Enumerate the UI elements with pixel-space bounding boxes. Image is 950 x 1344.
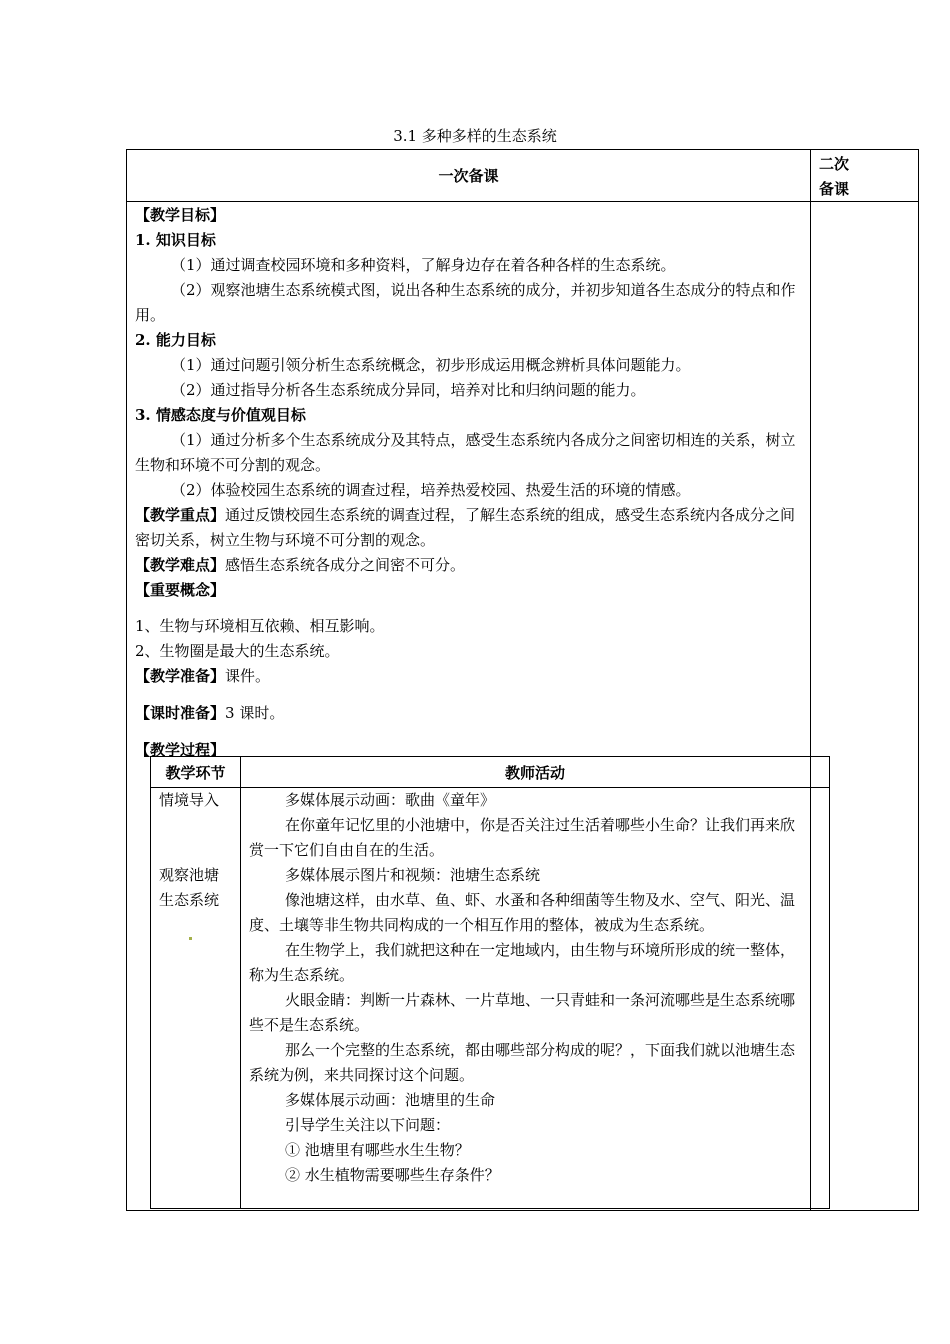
knowledge-heading: 1. 知识目标 (135, 231, 216, 249)
ability-heading: 2. 能力目标 (135, 331, 216, 349)
preparation (135, 664, 805, 689)
key-point-label: 【教学重点】 (135, 506, 226, 524)
stage-observe-line1: 观察池塘 (159, 866, 220, 884)
activity-paragraph: 引导学生关注以下问题： (285, 1116, 451, 1134)
process-table (150, 756, 830, 1209)
concept-item-2: 2、生物圈是最大的生态系统。 (135, 642, 340, 660)
activity-paragraph: 在生物学上，我们就把这种在一定地域内，由生物与环境所形成的统一整体，称为生态系统。 (249, 941, 796, 984)
activity-paragraph: ② 水生植物需要哪些生存条件？ (285, 1166, 500, 1184)
stage-column (159, 788, 235, 950)
attitude-item-2: （2）体验校园生态系统的调查过程，培养热爱校园、热爱生活的环境的情感。 (171, 481, 691, 499)
attitude-heading: 3. 情感态度与价值观目标 (135, 406, 306, 424)
concept-item-1: 1、生物与环境相互依赖、相互影响。 (135, 617, 385, 635)
knowledge-item-2: （2）观察池塘生态系统模式图，说出各种生态系统的成分，并初步知道各生态成分的特点和作用。 (135, 281, 796, 324)
activity-paragraph: 火眼金睛：判断一片森林、一片草地、一只青蛙和一条河流哪些是生态系统哪些不是生态系统。 (249, 991, 796, 1034)
first-prep-header: 一次备课 (438, 167, 499, 185)
activity-paragraph: 多媒体展示动画：池塘里的生命 (285, 1091, 496, 1109)
process-heading: 【教学过程】 (135, 741, 226, 759)
document-title: 3.1 多种多样的生态系统 (393, 127, 557, 145)
activity-paragraph: 多媒体展示动画：歌曲《童年》 (285, 791, 496, 809)
difficulty-text: 感悟生态系统各成分之间密不可分。 (225, 556, 466, 574)
activity-paragraph: ① 池塘里有哪些水生生物？ (285, 1141, 470, 1159)
activity-column-header: 教师活动 (504, 763, 565, 782)
activity-paragraph: 那么一个完整的生态系统，都由哪些部分构成的呢？，下面我们就以池塘生态系统为例，来共同探讨这个问题。 (249, 1041, 796, 1084)
stage-situation-intro: 情境导入 (159, 791, 220, 809)
preparation-label: 【教学准备】 (135, 667, 226, 685)
difficulty-label: 【教学难点】 (135, 556, 226, 574)
process-column-divider (240, 757, 241, 1208)
lesson-content (135, 203, 805, 763)
second-prep-header-line2: 备课 (819, 180, 850, 198)
period (135, 701, 805, 726)
lesson-plan-table (126, 149, 919, 1211)
header-divider (127, 201, 918, 202)
objectives-heading: 【教学目标】 (135, 206, 226, 224)
concepts-heading: 【重要概念】 (135, 581, 226, 599)
activity-paragraph: 像池塘这样，由水草、鱼、虾、水蚤和各种细菌等生物及水、空气、阳光、温度、土壤等非生物共同构成的一个相互作用的整体，被成为生态系统。 (249, 891, 796, 934)
attitude-item-1: （1）通过分析多个生态系统成分及其特点，感受生态系统内各成分之间密切相连的关系，树立生物和环境不可分割的观念。 (135, 431, 796, 474)
key-point-text: 通过反馈校园生态系统的调查过程，了解生态系统的组成，感受生态系统内各成分之间密切关系，树立生物与环境不可分割的观念。 (135, 506, 796, 549)
key-point (135, 503, 805, 553)
preparation-text: 课件。 (225, 667, 271, 685)
second-prep-header-line1: 二次 (819, 155, 850, 173)
knowledge-item-1: （1）通过调查校园环境和多种资料，了解身边存在着各种各样的生态系统。 (171, 256, 676, 274)
activity-paragraph: 多媒体展示图片和视频：池塘生态系统 (285, 866, 541, 884)
period-label: 【课时准备】 (135, 704, 226, 722)
second-prep-header (819, 152, 899, 202)
stage-column-header: 教学环节 (165, 763, 226, 782)
period-text: 3 课时。 (225, 704, 285, 722)
difficulty (135, 553, 805, 578)
ability-item-2: （2）通过指导分析各生态系统成分异同，培养对比和归纳问题的能力。 (171, 381, 646, 399)
activity-paragraph: 在你童年记忆里的小池塘中，你是否关注过生活着哪些小生命？让我们再来欣赏一下它们自由自在的生活。 (249, 816, 796, 859)
activity-column (249, 788, 805, 1188)
stage-observe-line2: 生态系统 (159, 891, 220, 909)
mark-dot (189, 937, 192, 940)
ability-item-1: （1）通过问题引领分析生态系统概念，初步形成运用概念辨析具体问题能力。 (171, 356, 691, 374)
